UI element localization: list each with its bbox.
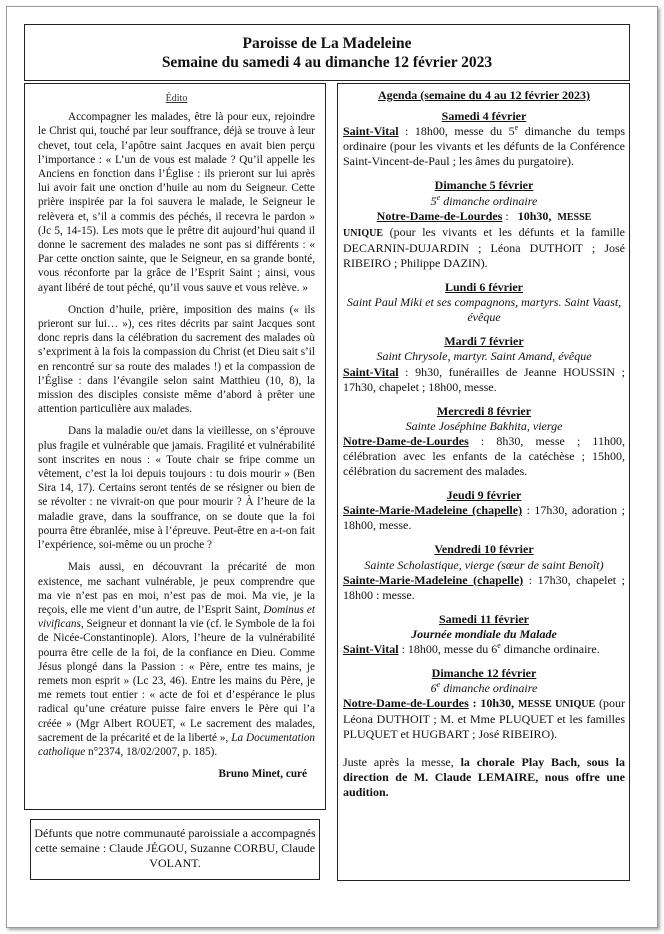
closing-text-b: la chorale Play Bach, sous la direction de M. Claude LEMAIRE, nous offre une audition. bbox=[343, 754, 625, 799]
edito-paragraph-2: Onction d’huile, prière, imposition des mains (« ils prieront sur lui… »), ces rites décrits par saint Jacques sont donc repris dans la célébration du sacrement des malades où s’expriment à la fois la compassion du Christ (et Dieu sait s’il en rencontré sur sa route des malades !) et la compassion de l’Église : dans l’évangile selon saint Matthieu (10, 8), la mission des disciples consiste même d’abord à prêter une attention particulière aux malades. bbox=[38, 303, 315, 416]
day-text: Notre-Dame-de-Lourdes : 10h30, MESSE bbox=[376, 208, 592, 223]
edito-signature: Bruno Minet, curé bbox=[218, 768, 307, 781]
day-title: Mardi 7 février bbox=[444, 334, 524, 349]
day-text-b: dimanche du temps ordinaire (pour les vivants et les défunts de la Conférence Saint-Vincent-de-Paul ; les âmes du purgatoire). bbox=[343, 124, 625, 169]
place-name: Saint-Vital bbox=[343, 124, 399, 139]
parish-title: Paroisse de La Madeleine bbox=[242, 35, 412, 52]
closing-text-a: Juste après la messe, bbox=[343, 754, 461, 769]
agenda-column bbox=[337, 83, 630, 881]
agenda-day bbox=[343, 666, 625, 742]
place-name: Saint-Vital bbox=[343, 642, 399, 656]
day-saint: Sainte Scholastique, vierge (sœur de saint Benoît) bbox=[364, 557, 604, 572]
deceased-box bbox=[30, 819, 320, 880]
day-saint: Sainte Joséphine Bakhita, vierge bbox=[405, 418, 563, 433]
day-title: Dimanche 12 février bbox=[431, 666, 537, 681]
caps-text: MESSE bbox=[557, 211, 592, 223]
edito-p4-text-a: Mais aussi, en découvrant la précarité de mon existence, me sachant vulnérable, je peux comprendre que ma vie n’est pas en moi, n’est pas de moi. Ma vie, je la reçois, elle me vient d’un autre, de l’Esprit Saint, bbox=[38, 561, 315, 616]
day-text-body: (pour Léona DUTHOIT ; M. et Mme PLUQUET et les familles PLUQUET et HUGBART ; José RIBEIRO). bbox=[343, 696, 626, 742]
ordinal-num: 5 bbox=[430, 193, 437, 208]
ordinal-sup: e bbox=[436, 680, 441, 690]
day-text bbox=[343, 642, 625, 657]
agenda-day bbox=[343, 280, 625, 325]
day-text-a: : 18h00, messe du 5 bbox=[398, 124, 515, 139]
place-name: Notre-Dame-de-Lourdes bbox=[376, 208, 503, 223]
ordinal-sup: e bbox=[514, 123, 519, 133]
day-liturgy bbox=[343, 194, 625, 209]
edito-p4-text-c: , Seigneur et donnant la vie (cf. le Symbole de la foi de Nicée-Constantinople). Alors, l’heure de la vulnérabilité pourra être celle de la foi, de la confiance en Dieu. Comme Jésus plongé dans la Passion : « Père, entre tes mains, je remets mon esprit » (Lc 23, 46). Entre les mains du Père, je me remets tout entier : « acte de foi et d’espérance le plus radical qu’une créature puisse faire envers le Père qui l’a créée » (Mgr Albert ROUET, « Le sacrement des malades, sacrement de la précarité et de la liberté », bbox=[38, 618, 315, 744]
agenda-title: Agenda (semaine du 4 au 12 février 2023) bbox=[377, 88, 591, 102]
agenda-day bbox=[343, 109, 625, 169]
day-title: Samedi 11 février bbox=[439, 611, 529, 626]
edito-paragraph-1: Accompagner les malades, être là pour eux, rejoindre le Christ qui, touché par leur souffrance, déjà se trouve à leur chevet, tout cela, l’apôtre saint Jacques en avait bien perçu l’importance : « L’un de vous est malade ? Qu’il appelle les Anciens en fonction dans l’Église : ils prieront sur lui après lui avoir fait une onction d’huile au nom du Seigneur. Cette prière inspirée par la foi sauvera le malade, le Seigneur le relèvera et, s’il a commis des péchés, il recevra le pardon » (Jc 5, 14-15). Les mots que le prêtre dit aujourd’hui quand il donne le sacrement des malades ne sont pas si différents : « Par cette onction sainte, que le Seigneur, en sa grande bonté, vous réconforte par la grâce de l’Esprit Saint ; ainsi, vous ayant libéré de tout péché, qu’il vous sauve et vous relève. » bbox=[38, 111, 315, 294]
ordinal-num: 6 bbox=[430, 681, 437, 696]
place-name: Sainte-Marie-Madeleine (chapelle) bbox=[343, 503, 523, 518]
caps-text: UNIQUE bbox=[343, 227, 384, 239]
deceased-text: Défunts que notre communauté paroissiale a accompagnés cette semaine : Claude JÉGOU, Suzanne CORBU, Claude VOLANT. bbox=[34, 826, 316, 871]
edito-p4-text-e: n°2374, 18/02/2007, p. 185). bbox=[85, 745, 218, 758]
edito-p4-publication: La Documentation catholique bbox=[38, 731, 316, 758]
day-text-b: dimanche ordinaire. bbox=[500, 642, 600, 656]
ordinal-sup: e bbox=[436, 192, 441, 202]
agenda-day bbox=[343, 542, 625, 602]
day-text bbox=[343, 503, 625, 533]
edito-paragraph-4 bbox=[38, 560, 315, 759]
day-title: Mercredi 8 février bbox=[436, 403, 532, 418]
agenda-day bbox=[343, 334, 625, 394]
day-text-a: : 18h00, messe du 6 bbox=[398, 642, 498, 656]
day-saint: Journée mondiale du Malade bbox=[411, 626, 557, 641]
day-title: Vendredi 10 février bbox=[434, 542, 534, 557]
week-title: Semaine du samedi 4 au dimanche 12 février 2023 bbox=[161, 54, 493, 71]
agenda-day bbox=[343, 178, 625, 271]
day-text bbox=[343, 434, 625, 479]
liturgy-text: dimanche ordinaire bbox=[440, 681, 538, 696]
closing-note bbox=[343, 755, 625, 800]
day-title: Jeudi 9 février bbox=[446, 488, 522, 503]
day-text-cont bbox=[343, 225, 625, 271]
place-name: Notre-Dame-de-Lourdes bbox=[343, 696, 469, 711]
day-text bbox=[343, 365, 625, 395]
place-name: Saint-Vital bbox=[343, 364, 399, 379]
agenda-day bbox=[343, 488, 625, 533]
caps-text: MESSE UNIQUE bbox=[517, 699, 596, 711]
edito-paragraph-3: Dans la maladie ou/et dans la vieillesse, on s’éprouve plus fragile et vulnérable que jamais. Fragilité et vulnérabilité sont inscrites en nous : « Toute chair se fripe comme un vêtement, c’est la loi depuis toujours : tu dois mourir » (Ben Sira 14, 17). Certains seront tentés de se résigner ou bien de se révolter : ne vivrait-on que pour mourir ? À l’heure de la maladie grave, dans la souffrance, on se doute que la foi pourra être ébranlée, mise à l’épreuve. Peut-être en a-t-on fait l’expérience, soi-même ou un proche ? bbox=[38, 425, 315, 552]
day-title: Dimanche 5 février bbox=[434, 178, 534, 193]
agenda-day bbox=[343, 404, 625, 479]
day-title: Lundi 6 février bbox=[445, 280, 523, 295]
time-bold: : 10h30, bbox=[468, 696, 518, 711]
day-saint: Saint Paul Miki et ses compagnons, martyrs. Saint Vaast, évêque bbox=[346, 295, 622, 325]
agenda-day bbox=[343, 612, 625, 657]
liturgy-text: dimanche ordinaire bbox=[440, 193, 538, 208]
place-name: Sainte-Marie-Madeleine (chapelle) bbox=[343, 572, 524, 587]
day-text bbox=[343, 696, 625, 742]
edito-column bbox=[24, 83, 326, 810]
day-liturgy bbox=[343, 681, 625, 696]
edito-p4-latin: Dominus et vivificans bbox=[38, 603, 315, 631]
edito-title: Édito bbox=[165, 93, 188, 104]
time-bold: 10h30, bbox=[517, 208, 552, 223]
day-text-body: : 8h30, messe ; 11h00, célébration avec les enfants de la catéchèse ; 15h00, célébration du sacrement des malades. bbox=[343, 433, 625, 479]
day-text-body: : 17h30, adoration ; 18h00, messe. bbox=[343, 503, 625, 533]
day-text-body: : 17h30, chapelet ; 18h00 : messe. bbox=[343, 572, 625, 602]
day-text-body: (pour les vivants et les défunts et la famille DECARNIN-DUJARDIN ; Léona DUTHOIT ; José RIBEIRO ; Philippe DAZIN). bbox=[343, 224, 625, 270]
place-name: Notre-Dame-de-Lourdes bbox=[343, 433, 469, 448]
day-text bbox=[343, 573, 625, 603]
day-saint: Saint Chrysole, martyr. Saint Amand, évêque bbox=[376, 349, 592, 364]
day-text bbox=[343, 124, 625, 169]
page-header bbox=[24, 24, 630, 81]
day-title: Samedi 4 février bbox=[441, 109, 527, 124]
ordinal-sup: e bbox=[497, 641, 501, 650]
day-text-body: : 9h30, funérailles de Jeanne HOUSSIN ; 17h30, chapelet ; 18h00, messe. bbox=[343, 364, 625, 394]
